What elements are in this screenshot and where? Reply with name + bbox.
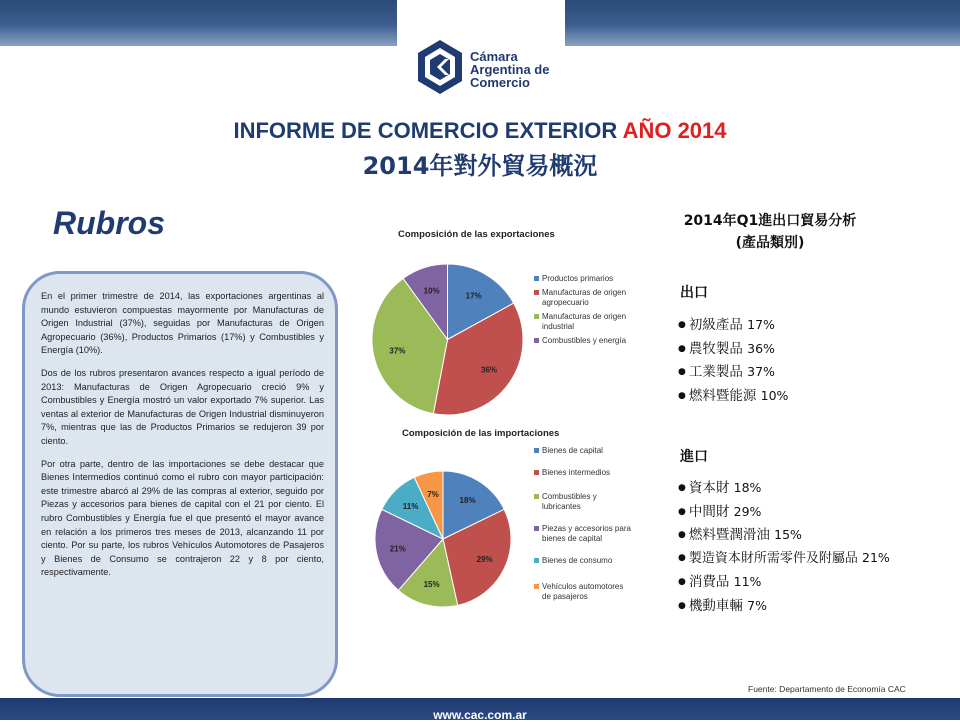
page-title-cn: 2014年對外貿易概況 [362, 152, 598, 180]
cac-logo-icon [415, 38, 465, 96]
item-label: 工業製品 [688, 364, 743, 380]
import-legend [534, 446, 634, 606]
pie-value-label: 11% [402, 502, 419, 512]
logo-line: Cámara [470, 49, 518, 64]
legend-label: Bienes intermedios [542, 468, 611, 477]
legend-swatch [534, 314, 539, 319]
analysis-heading-line: (產品類別) [735, 235, 805, 251]
list-item: ● 中間財 29% [678, 503, 762, 520]
footer-url[interactable]: www.cac.com.ar [433, 708, 527, 722]
legend-swatch [534, 470, 539, 475]
legend-label: Manufacturas de origen industrial [542, 312, 627, 331]
legend-item [534, 582, 634, 602]
legend-item [534, 524, 634, 544]
legend-label: Combustibles y lubricantes [542, 492, 597, 511]
legend-item [534, 274, 634, 284]
pie-value-label: 29% [476, 555, 493, 565]
logo-line: Argentina de [470, 62, 550, 77]
list-item: ● 農牧製品 36% [678, 340, 775, 357]
item-pct: 15% [774, 527, 802, 542]
summary-paragraph: Por otra parte, dentro de las importaciones se debe destacar que Bienes Intermedios continuó como el rubro con mayor participación: este trimestre abarcó al 29% de las compras al exterior, seguido por Piezas y accesorios para bienes de capital con el 21 por ciento. El rubro Combustibles y Energía fue el que presentó el mayor avance en relación a los primeros tres meses de 2013, alcanzando 11 por ciento. Por su parte, los rubros Vehículos Automotores de Pasajeros y Bienes de Consumo se contrajeron 22 y 8 por ciento, respectivamente. [41, 458, 324, 578]
item-label: 燃料暨潤滑油 [688, 527, 770, 543]
source-note: Fuente: Departamento de Economía CAC [748, 684, 906, 694]
list-item: ● 機動車輛 7% [678, 597, 767, 614]
list-item: ● 製造資本財所需零件及附屬品 21% [678, 549, 890, 566]
page-title [0, 118, 960, 144]
item-label: 製造資本財所需零件及附屬品 [688, 550, 858, 566]
legend-swatch [534, 290, 539, 295]
legend-item [534, 288, 634, 308]
item-pct: 36% [747, 340, 775, 356]
item-label: 中間財 [688, 503, 730, 520]
legend-swatch [534, 338, 539, 343]
legend-label: Manufacturas de origen agropecuario [542, 288, 627, 307]
footer-bar [0, 698, 960, 720]
import-chart-title: Composición de las importaciones [402, 428, 560, 439]
import-pie-chart [373, 469, 513, 609]
legend-swatch [534, 494, 539, 499]
analysis-heading-line: 2014年Q1進出口貿易分析 [683, 213, 857, 229]
legend-label: Bienes de consumo [542, 556, 613, 565]
list-item: ● 消費品 11% [678, 574, 762, 590]
pie-value-label: 10% [423, 286, 440, 296]
legend-swatch [534, 558, 539, 563]
list-item: ● 初級產品 17% [678, 317, 775, 333]
pie-value-label: 15% [423, 579, 440, 589]
title-main: INFORME DE COMERCIO EXTERIOR [233, 118, 618, 143]
item-label: 農牧製品 [688, 340, 743, 357]
export-section-title: 出口 [680, 285, 708, 301]
list-item: ● 工業製品 37% [678, 364, 775, 380]
pie-value-label: 7% [427, 489, 439, 499]
item-label: 消費品 [688, 574, 730, 590]
section-heading: Rubros [53, 205, 165, 241]
pie-value-label: 36% [481, 365, 498, 375]
item-pct: 11% [733, 574, 762, 589]
item-pct: 18% [733, 480, 762, 495]
item-pct: 10% [760, 387, 789, 403]
legend-swatch [534, 276, 539, 281]
pie-value-label: 18% [459, 495, 476, 505]
item-pct: 7% [747, 597, 767, 613]
item-label: 燃料暨能源 [688, 387, 757, 404]
legend-label: Productos primarios [542, 274, 614, 283]
item-label: 資本財 [688, 480, 730, 496]
legend-label: Combustibles y energía [542, 336, 627, 345]
export-chart-title: Composición de las exportaciones [398, 229, 555, 240]
list-item: ● 燃料暨潤滑油 15% [678, 527, 802, 543]
list-item: ● 燃料暨能源 10% [678, 387, 789, 404]
legend-item [534, 492, 634, 512]
legend-item [534, 446, 634, 456]
list-item: ● 資本財 18% [678, 480, 762, 496]
pie-value-label: 37% [389, 346, 406, 356]
item-pct: 37% [747, 364, 775, 379]
summary-paragraph: En el primer trimestre de 2014, las exportaciones argentinas al mundo estuvieron compuestas mayormente por Manufacturas de Origen Industrial (37%), seguidas por Manufacturas de Origen Agropecuario (36%), Productos Primarios (17%) y Combustibles y Energía (10%). [41, 291, 324, 356]
pie-value-label: 17% [465, 291, 482, 301]
summary-text-box [22, 271, 338, 697]
legend-label: Bienes de capital [542, 446, 603, 455]
item-pct: 17% [747, 317, 775, 332]
logo-text [470, 50, 565, 89]
item-pct: 21% [862, 549, 890, 565]
export-legend [534, 274, 634, 350]
summary-paragraph: Dos de los rubros presentaron avances respecto a igual período de 2013: Manufacturas de Origen Agropecuario creció 9% y Combustibles y Energía mostró un valor exportado 7% superior. Las ventas al exterior de Manufacturas de Origen Industrial disminuyeron 7%, mientras que las de Productos Primarios se redujeron 39 por ciento. [41, 367, 324, 446]
legend-label: Piezas y accesorios para bienes de capital [542, 524, 631, 543]
import-list [678, 476, 890, 617]
import-section-title: 進口 [680, 449, 708, 465]
legend-item [534, 312, 634, 332]
item-label: 初級產品 [688, 317, 743, 333]
legend-item [534, 556, 634, 566]
legend-item [534, 336, 634, 346]
pie-value-label: 21% [389, 544, 406, 554]
legend-item [534, 468, 634, 478]
item-label: 機動車輛 [688, 597, 743, 614]
export-pie-chart [370, 262, 525, 417]
analysis-heading [600, 210, 940, 254]
logo-line: Comercio [470, 75, 530, 90]
title-year: AÑO 2014 [622, 118, 727, 143]
legend-label: Vehículos automotores de pasajeros [542, 582, 624, 601]
item-pct: 29% [733, 503, 762, 519]
legend-swatch [534, 584, 539, 589]
legend-swatch [534, 526, 539, 531]
export-list [678, 313, 788, 407]
legend-swatch [534, 448, 539, 453]
